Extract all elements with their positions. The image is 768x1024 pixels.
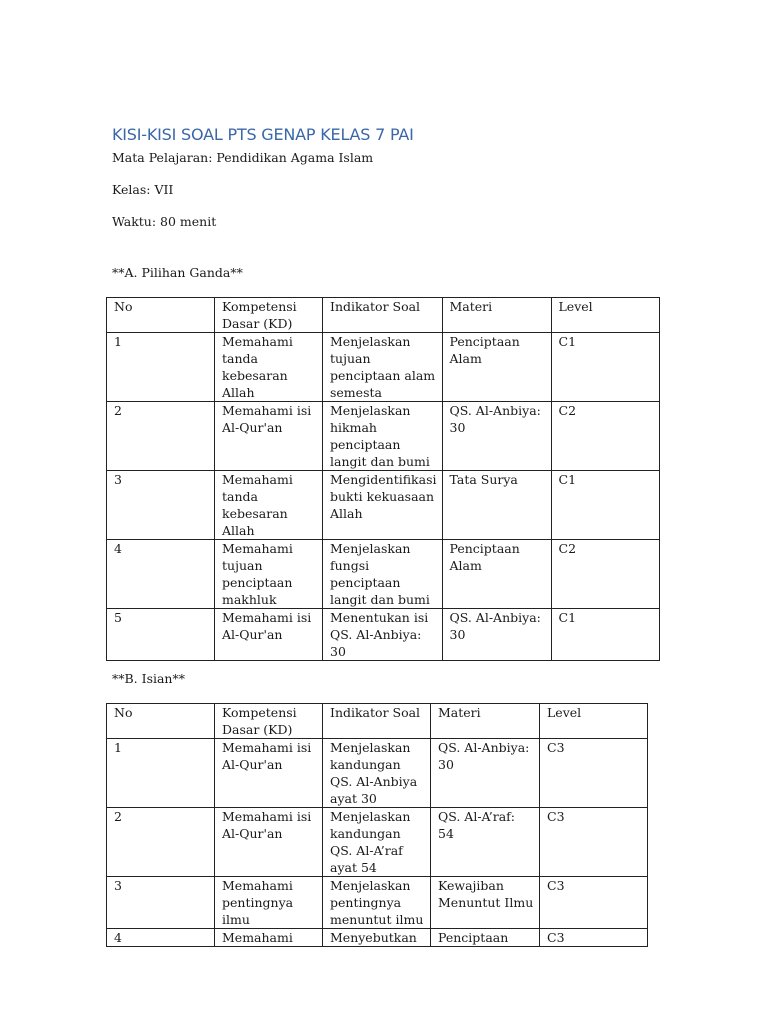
cell-materi: QS. Al-Anbiya: 30 (442, 609, 551, 661)
section-a-label: **A. Pilihan Ganda** (112, 265, 243, 280)
cell-level: C3 (540, 739, 648, 808)
cell-no: 4 (107, 929, 215, 947)
header-no: No (107, 298, 215, 333)
cell-materi: QS. Al-Anbiya: 30 (431, 739, 540, 808)
cell-indikator: Menyebutkan (323, 929, 431, 947)
class-line: Kelas: VII (112, 182, 174, 197)
header-materi: Materi (442, 298, 551, 333)
cell-no: 4 (107, 540, 215, 609)
cell-no: 3 (107, 471, 215, 540)
cell-indikator: Menjelaskan kandungan QS. Al-Anbiya ayat 30 (323, 739, 431, 808)
cell-level: C1 (551, 471, 659, 540)
cell-level: C3 (540, 808, 648, 877)
cell-kd: Memahami isi Al-Qur'an (215, 402, 323, 471)
header-level: Level (540, 704, 648, 739)
cell-materi: Penciptaan Alam (442, 540, 551, 609)
cell-materi: QS. Al-A’raf: 54 (431, 808, 540, 877)
table-row (107, 808, 648, 877)
cell-materi: QS. Al-Anbiya: 30 (442, 402, 551, 471)
cell-indikator: Mengidentifikasi bukti kekuasaan Allah (323, 471, 443, 540)
cell-indikator: Menjelaskan hikmah penciptaan langit dan bumi (323, 402, 443, 471)
header-level: Level (551, 298, 659, 333)
cell-indikator: Menentukan isi QS. Al-Anbiya: 30 (323, 609, 443, 661)
cell-materi: Tata Surya (442, 471, 551, 540)
header-kd: Kompetensi Dasar (KD) (215, 298, 323, 333)
cell-kd: Memahami isi Al-Qur'an (215, 609, 323, 661)
cell-no: 2 (107, 808, 215, 877)
cell-indikator: Menjelaskan tujuan penciptaan alam semesta (323, 333, 443, 402)
header-indikator: Indikator Soal (323, 298, 443, 333)
table-row (107, 877, 648, 929)
cell-indikator: Menjelaskan kandungan QS. Al-A’raf ayat 54 (323, 808, 431, 877)
cell-kd: Memahami tujuan penciptaan makhluk (215, 540, 323, 609)
table-row (107, 929, 648, 947)
cell-no: 5 (107, 609, 215, 661)
cell-kd: Memahami isi Al-Qur'an (215, 808, 323, 877)
cell-no: 2 (107, 402, 215, 471)
cell-no: 1 (107, 739, 215, 808)
cell-materi: Kewajiban Menuntut Ilmu (431, 877, 540, 929)
multiple-choice-table (106, 297, 660, 661)
table-row (107, 609, 660, 661)
cell-indikator: Menjelaskan fungsi penciptaan langit dan bumi (323, 540, 443, 609)
table-header-row (107, 298, 660, 333)
header-indikator: Indikator Soal (323, 704, 431, 739)
document-title: KISI-KISI SOAL PTS GENAP KELAS 7 PAI (112, 125, 414, 144)
section-b-label: **B. Isian** (112, 671, 185, 686)
cell-level: C1 (551, 333, 659, 402)
cell-indikator: Menjelaskan pentingnya menuntut ilmu (323, 877, 431, 929)
cell-level: C2 (551, 540, 659, 609)
cell-kd: Memahami pentingnya ilmu (215, 877, 323, 929)
table-row (107, 333, 660, 402)
cell-materi: Penciptaan (431, 929, 540, 947)
header-materi: Materi (431, 704, 540, 739)
cell-no: 3 (107, 877, 215, 929)
cell-materi: Penciptaan Alam (442, 333, 551, 402)
subject-line: Mata Pelajaran: Pendidikan Agama Islam (112, 150, 374, 165)
cell-level: C3 (540, 929, 648, 947)
cell-no: 1 (107, 333, 215, 402)
header-kd: Kompetensi Dasar (KD) (215, 704, 323, 739)
cell-kd: Memahami tanda kebesaran Allah (215, 333, 323, 402)
table-header-row (107, 704, 648, 739)
fill-in-table (106, 703, 648, 947)
header-no: No (107, 704, 215, 739)
table-row (107, 540, 660, 609)
cell-level: C1 (551, 609, 659, 661)
cell-level: C2 (551, 402, 659, 471)
table-row (107, 402, 660, 471)
cell-kd: Memahami (215, 929, 323, 947)
cell-kd: Memahami isi Al-Qur'an (215, 739, 323, 808)
cell-kd: Memahami tanda kebesaran Allah (215, 471, 323, 540)
time-line: Waktu: 80 menit (112, 214, 217, 229)
table-row (107, 471, 660, 540)
table-row (107, 739, 648, 808)
cell-level: C3 (540, 877, 648, 929)
